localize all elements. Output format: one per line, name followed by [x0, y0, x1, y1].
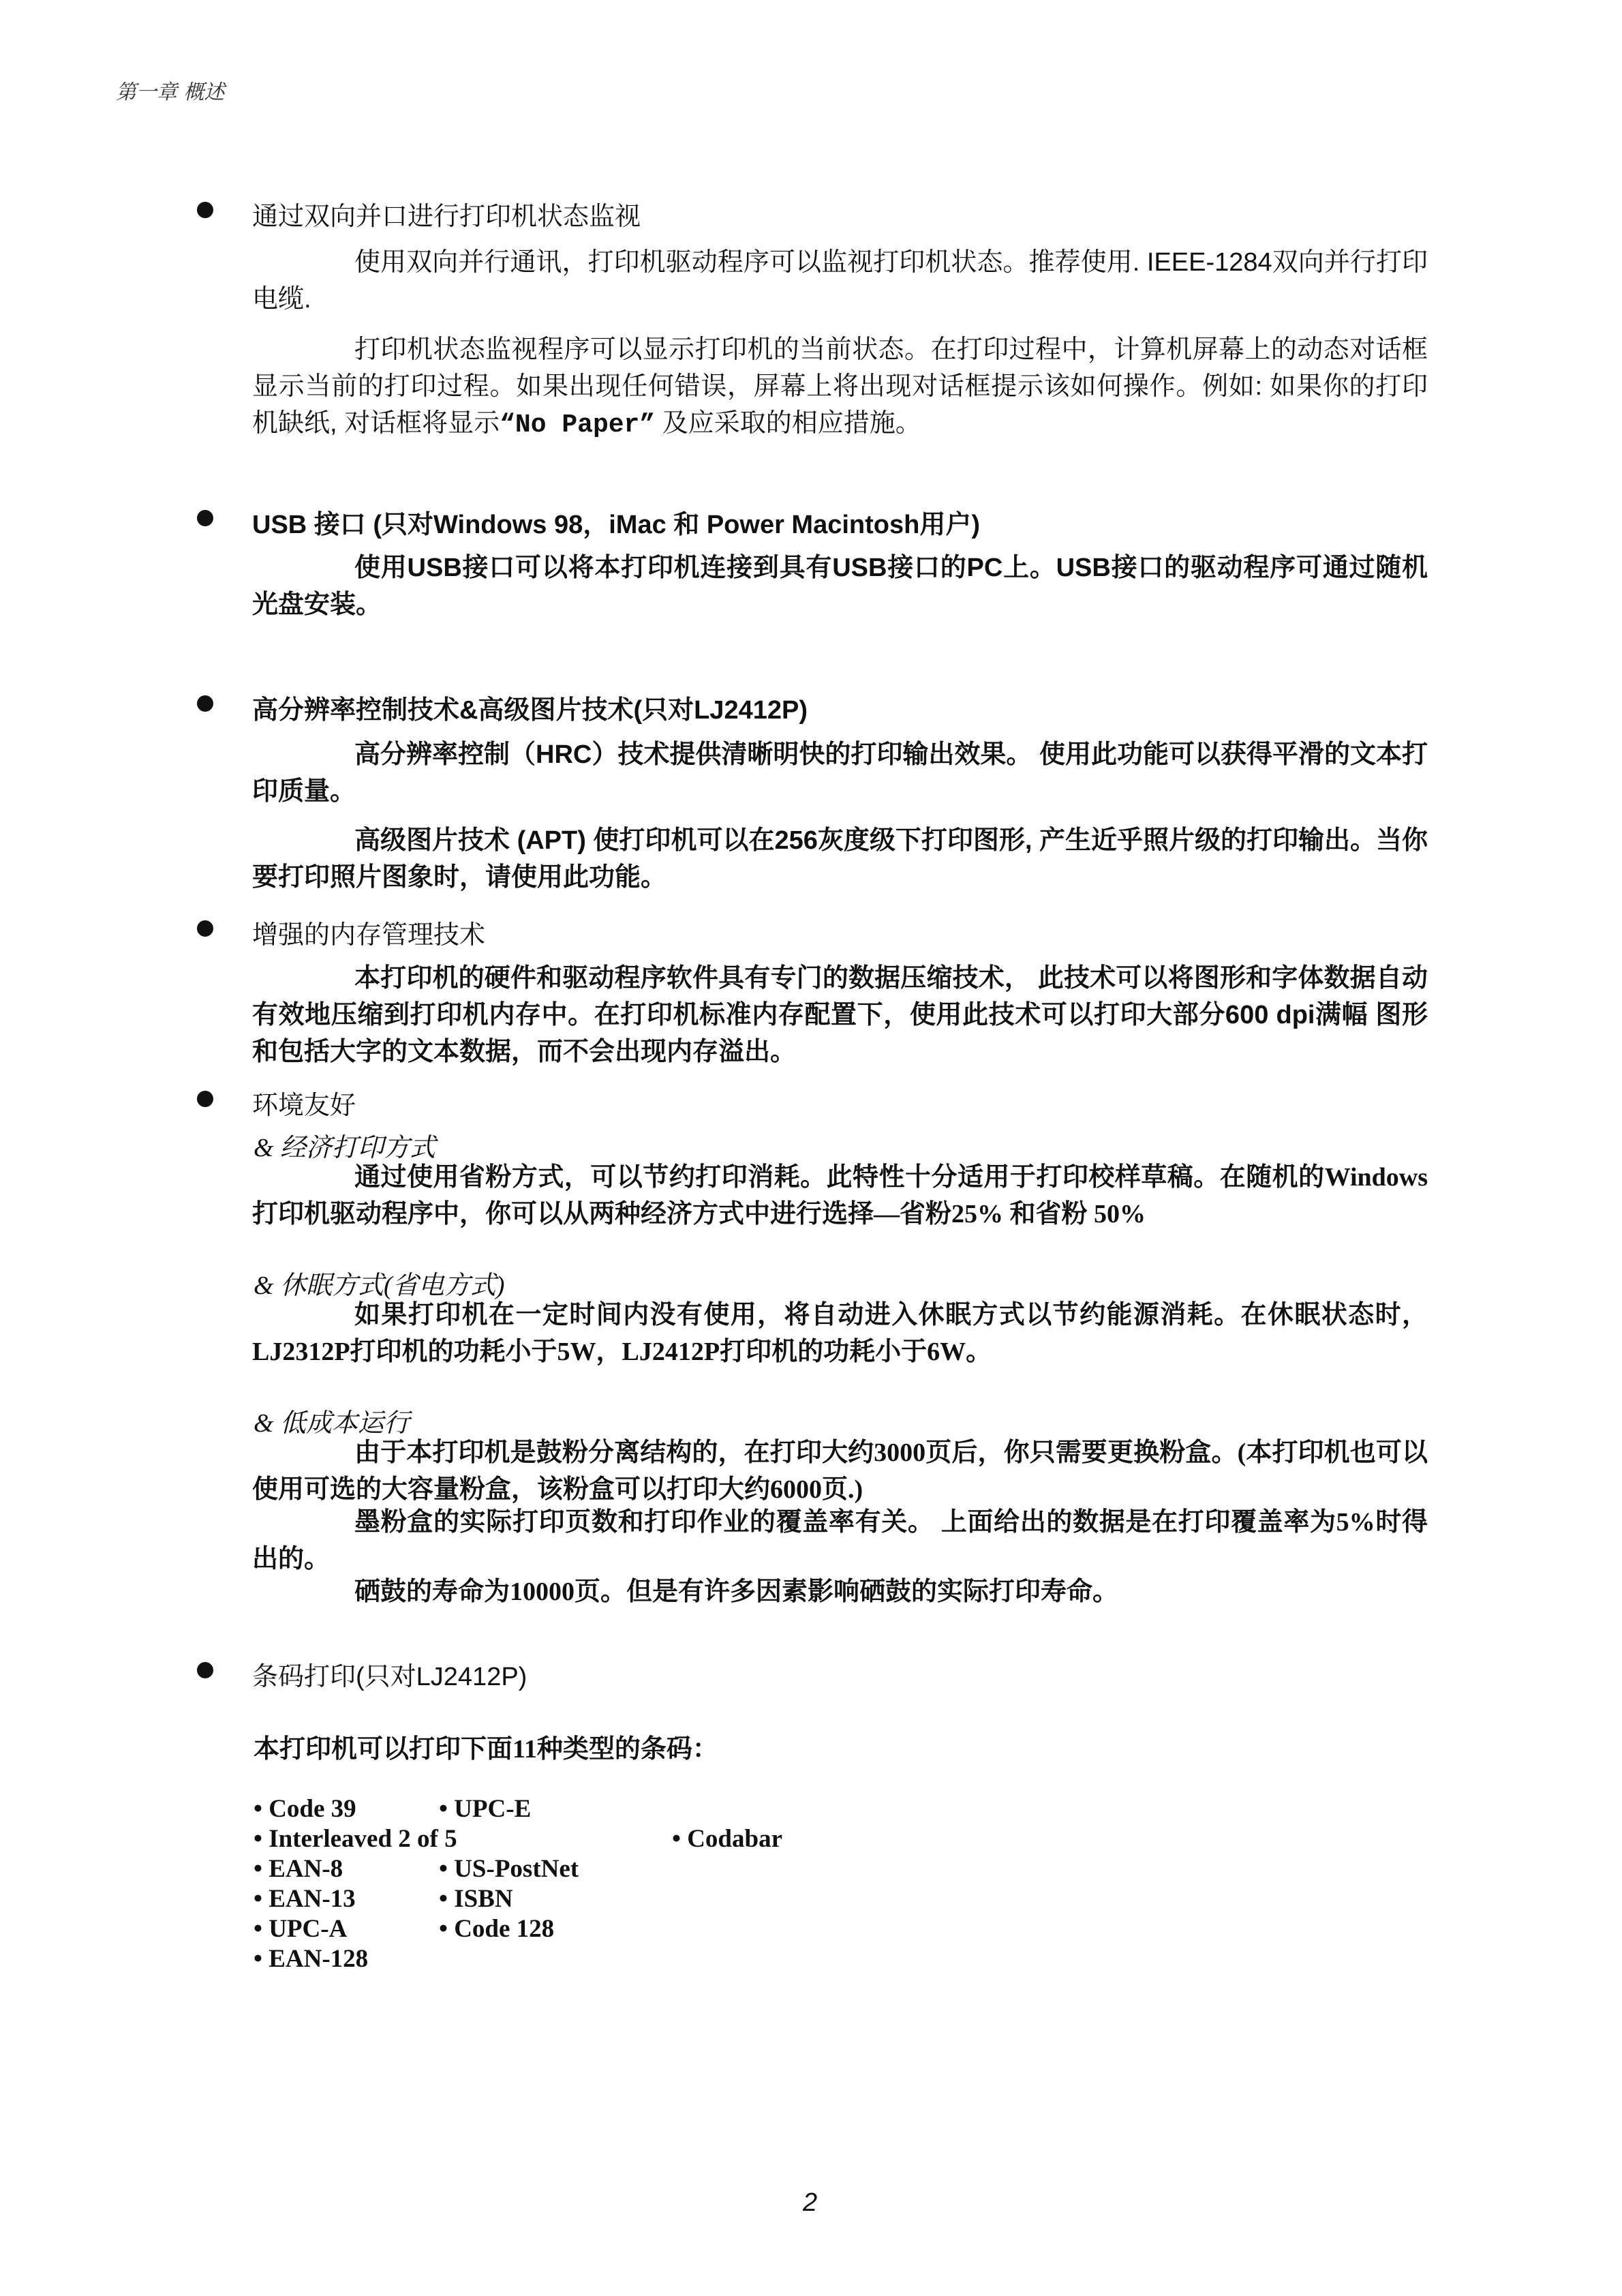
section-title: 高分辨率控制技术&高级图片技术(只对LJ2412P) — [252, 696, 808, 725]
barcode-item: • Code 39 — [254, 1795, 356, 1823]
paragraph-text: 及应采取的相应措施。 — [655, 409, 921, 438]
bullet-icon — [197, 920, 213, 937]
paragraph: 通过使用省粉方式，可以节约打印消耗。此特性十分适用于打印校样草稿。在随机的Windows打印机驱动程序中，你可以从两种经济方式中进行选择—省粉25% 和省粉 50% — [252, 1163, 1428, 1228]
no-paper-text: “No Paper” — [500, 410, 656, 440]
section-title: 环境友好 — [252, 1091, 356, 1120]
barcode-item: • Interleaved 2 of 5 — [254, 1825, 457, 1853]
section-title: USB 接口 (只对Windows 98，iMac 和 Power Macintosh用户) — [252, 511, 980, 539]
barcode-item: • Codabar — [672, 1825, 783, 1853]
bullet-icon — [197, 202, 213, 218]
section-title: 通过双向并口进行打印机状态监视 — [252, 202, 641, 231]
page-number: 2 — [803, 2188, 818, 2217]
barcode-item: • US-PostNet — [439, 1855, 579, 1883]
barcode-item: • UPC-E — [439, 1795, 532, 1823]
paragraph: 使用双向并行通讯，打印机驱动程序可以监视打印机状态。推荐使用. IEEE-1284双向并行打印电缆. — [252, 248, 1428, 314]
paragraph: 高级图片技术 (APT) 使打印机可以在256灰度级下打印图形, 产生近乎照片级的打印输出。当你要打印照片图象时，请使用此功能。 — [252, 826, 1428, 892]
section-title-text: 条码打印(只对LJ2412P) — [252, 1663, 527, 1691]
paragraph — [252, 331, 1428, 444]
paragraph: 使用USB接口可以将本打印机连接到具有USB接口的PC上。USB接口的驱动程序可通过随机光盘安装。 — [252, 554, 1428, 619]
subsection-title: & 经济打印方式 — [254, 1134, 436, 1162]
bullet-icon — [197, 1091, 213, 1107]
paragraph: 墨粉盒的实际打印页数和打印作业的覆盖率有关。 上面给出的数据是在打印覆盖率为5%时得出的。 — [252, 1508, 1428, 1573]
section-title: 增强的内存管理技术 — [252, 921, 486, 950]
section-title — [252, 1655, 527, 1693]
paragraph: 高分辨率控制（HRC）技术提供清晰明快的打印输出效果。 使用此功能可以获得平滑的文本打印质量。 — [252, 740, 1428, 806]
paragraph: 由于本打印机是鼓粉分离结构的，在打印大约3000页后，你只需要更换粉盒。(本打印机也可以使用可选的大容量粉盒，该粉盒可以打印大约6000页.) — [252, 1438, 1428, 1504]
barcode-item: • UPC-A — [254, 1915, 348, 1943]
paragraph-text: 打印机状态监视程序可以显示打印机的当前状态。在打印过程中，计算机屏幕上的动态对话框显示当前的打印过程。如果出现任何错误，屏幕上将出现对话框提示该如何操作。例如: 如果你的打印机缺纸, 对话框将显示 — [252, 335, 1428, 438]
barcode-item: • Code 128 — [439, 1915, 555, 1943]
bullet-icon — [197, 695, 213, 712]
barcode-item: • EAN-128 — [254, 1945, 369, 1973]
barcode-item: • ISBN — [439, 1885, 513, 1913]
barcode-intro: 本打印机可以打印下面11种类型的条码： — [254, 1735, 718, 1764]
paragraph: 本打印机的硬件和驱动程序软件具有专门的数据压缩技术， 此技术可以将图形和字体数据自动有效地压缩到打印机内存中。在打印机标准内存配置下，使用此技术可以打印大部分600 dpi满幅 图形和包括大字的文本数据，而不会出现内存溢出。 — [252, 964, 1428, 1066]
barcode-item: • EAN-8 — [254, 1855, 343, 1883]
bullet-icon — [197, 510, 213, 526]
subsection-title: & 低成本运行 — [254, 1409, 410, 1438]
paragraph: 硒鼓的寿命为10000页。但是有许多因素影响硒鼓的实际打印寿命。 — [354, 1577, 1119, 1606]
chapter-header: 第一章 概述 — [116, 80, 225, 104]
bullet-icon — [197, 1662, 213, 1678]
paragraph: 如果打印机在一定时间内没有使用，将自动进入休眠方式以节约能源消耗。在休眠状态时，LJ2312P打印机的功耗小于5W，LJ2412P打印机的功耗小于6W。 — [252, 1301, 1428, 1366]
subsection-title: & 休眠方式(省电方式) — [254, 1271, 505, 1300]
barcode-item: • EAN-13 — [254, 1885, 356, 1913]
